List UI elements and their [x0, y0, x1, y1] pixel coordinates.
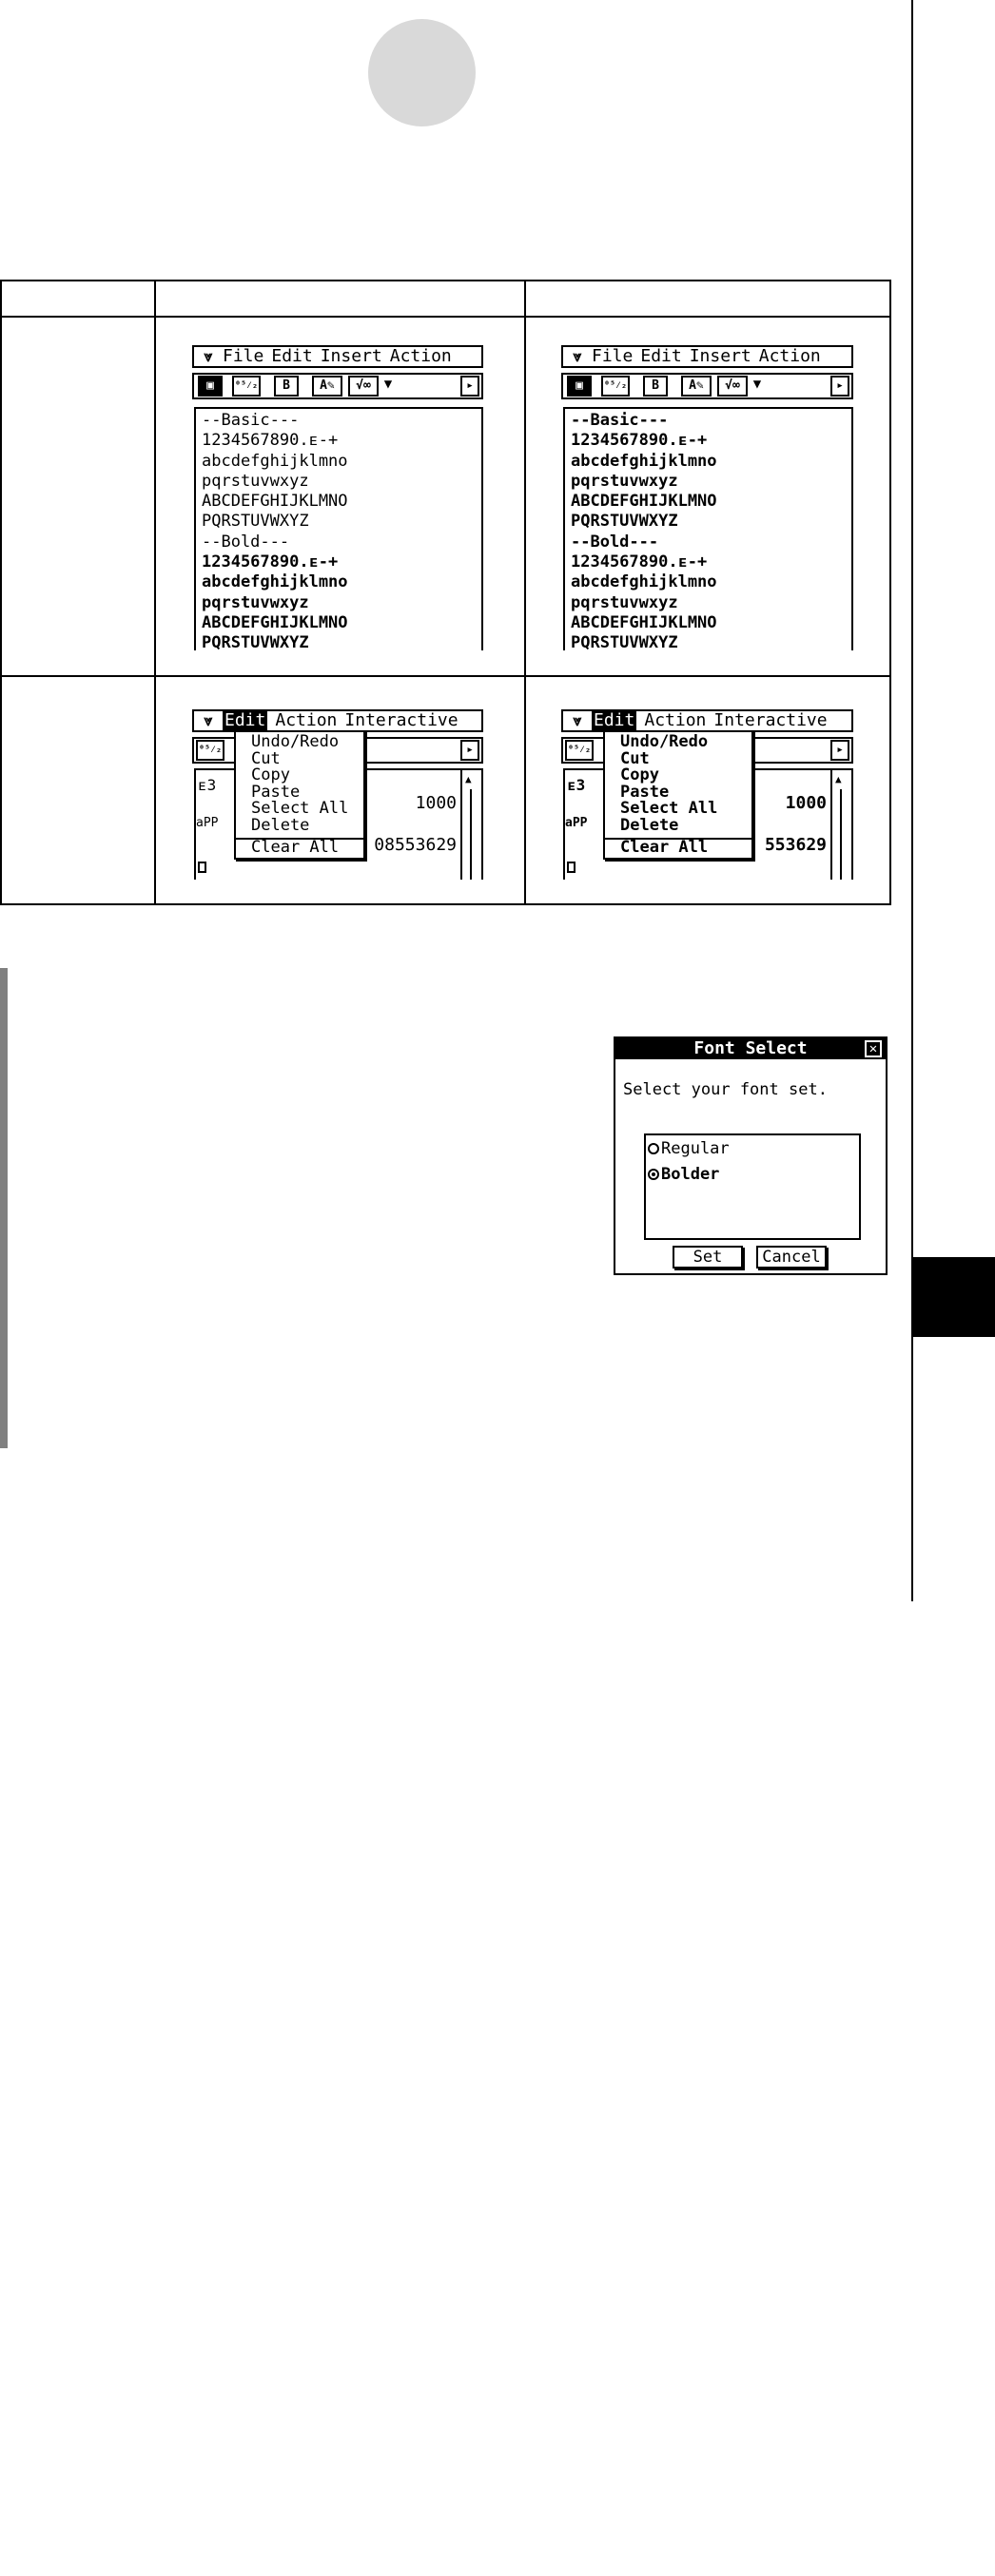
menu-edit[interactable]: Edit	[271, 346, 313, 366]
fraction-decimal-icon[interactable]: ⁰⁵⁄₂	[565, 740, 594, 761]
toolbar	[561, 373, 853, 399]
fraction-decimal-icon[interactable]: ⁰⁵⁄₂	[196, 740, 224, 761]
math-input-icon[interactable]: √∞	[348, 376, 379, 397]
chevron-down-icon[interactable]: ⩔	[204, 347, 213, 365]
text-line: ABCDEFGHIJKLMNO	[571, 492, 717, 512]
text-line: ABCDEFGHIJKLMNO	[202, 492, 348, 512]
dropdown-arrow-icon[interactable]: ▼	[380, 376, 396, 397]
menu-item-copy[interactable]: Copy	[251, 765, 290, 784]
radio-selected-icon[interactable]	[648, 1169, 659, 1180]
text-line: pqrstuvwxyz	[202, 471, 309, 491]
menu-item-undo-redo[interactable]: Undo/Redo	[251, 732, 340, 751]
text-line: pqrstuvwxyz	[571, 471, 678, 491]
text-line: abcdefghijklmno	[571, 572, 717, 592]
entry-text: aPP	[196, 816, 219, 830]
text-line: --Basic---	[571, 411, 669, 430]
input-cursor	[198, 862, 206, 873]
scrollbar[interactable]	[460, 770, 481, 880]
text-line: abcdefghijklmno	[571, 451, 717, 471]
text-line: abcdefghijklmno	[202, 572, 348, 592]
scroll-right-icon[interactable]: ▸	[460, 740, 479, 761]
menu-bar	[561, 709, 853, 732]
scrollbar[interactable]	[830, 770, 851, 880]
text-line: PQRSTUVWXYZ	[202, 633, 309, 650]
text-line: --Basic---	[202, 411, 300, 430]
result-value: 553629	[764, 835, 827, 855]
edit-dropdown-menu	[603, 730, 753, 860]
menu-action[interactable]: Action	[644, 710, 707, 730]
text-style-icon[interactable]: A✎	[681, 376, 712, 397]
math-input-icon[interactable]: √∞	[717, 376, 748, 397]
table-header-cell	[1, 281, 155, 317]
entry-text: aPP	[565, 816, 588, 830]
menu-interactive[interactable]: Interactive	[713, 710, 828, 730]
menu-item-cut[interactable]: Cut	[620, 748, 650, 768]
option-bolder[interactable]	[648, 1165, 719, 1184]
text-area-regular[interactable]	[194, 407, 483, 650]
result-value: 08553629	[374, 835, 457, 855]
menu-interactive[interactable]: Interactive	[344, 710, 458, 730]
chapter-marker-circle	[368, 19, 476, 126]
table-row-label-cell	[1, 317, 155, 676]
scroll-right-icon[interactable]: ▸	[830, 376, 849, 397]
menu-item-copy[interactable]: Copy	[620, 765, 659, 784]
bold-button[interactable]: B	[643, 376, 668, 397]
text-line: PQRSTUVWXYZ	[571, 633, 678, 650]
text-area-bolder[interactable]	[563, 407, 853, 650]
text-line: PQRSTUVWXYZ	[202, 512, 309, 532]
dropdown-arrow-icon[interactable]: ▼	[750, 376, 765, 397]
result-value: 1000	[415, 793, 457, 813]
text-line: abcdefghijklmno	[202, 451, 348, 471]
save-icon[interactable]: ▣	[198, 376, 223, 397]
result-value: 1000	[785, 793, 827, 813]
text-line: pqrstuvwxyz	[571, 592, 678, 612]
text-line: --Bold---	[571, 532, 659, 552]
menu-item-select-all[interactable]: Select All	[251, 799, 349, 818]
menu-edit-active[interactable]: Edit	[594, 710, 635, 730]
menu-item-paste[interactable]: Paste	[620, 782, 670, 802]
set-button[interactable]: Set	[673, 1246, 743, 1269]
section-side-bar	[0, 968, 8, 1448]
option-label: Bolder	[661, 1165, 720, 1184]
page-divider-line	[911, 0, 913, 1601]
menu-item-undo-redo[interactable]: Undo/Redo	[620, 732, 709, 751]
text-line: ABCDEFGHIJKLMNO	[571, 612, 717, 632]
menu-edit[interactable]: Edit	[640, 346, 682, 366]
scroll-right-icon[interactable]: ▸	[460, 376, 479, 397]
edit-dropdown-menu	[234, 730, 365, 860]
chevron-down-icon[interactable]: ⩔	[204, 711, 213, 729]
scroll-right-icon[interactable]: ▸	[830, 740, 849, 761]
table-row-label-cell	[1, 676, 155, 904]
menu-item-paste[interactable]: Paste	[251, 782, 301, 802]
menu-item-cut[interactable]: Cut	[251, 748, 281, 768]
menu-action[interactable]: Action	[389, 346, 452, 366]
menu-file[interactable]: File	[592, 346, 634, 366]
entry-text: ᴇ3	[567, 776, 586, 794]
option-regular[interactable]	[648, 1139, 730, 1158]
menu-insert[interactable]: Insert	[689, 346, 751, 366]
menu-bar	[192, 709, 483, 732]
text-line: 1234567890.ᴇ-+	[571, 431, 708, 451]
text-line: --Bold---	[202, 532, 290, 552]
menu-item-delete[interactable]: Delete	[620, 815, 679, 835]
scroll-up-icon[interactable]: ▲	[835, 773, 842, 785]
menu-bar	[192, 345, 483, 368]
text-line: pqrstuvwxyz	[202, 592, 309, 612]
chevron-down-icon[interactable]: ⩔	[573, 347, 582, 365]
text-line: 1234567890.ᴇ-+	[202, 552, 339, 572]
dialog-message: Select your font set.	[623, 1080, 828, 1099]
text-style-icon[interactable]: A✎	[312, 376, 342, 397]
save-icon[interactable]: ▣	[567, 376, 592, 397]
menu-action[interactable]: Action	[275, 710, 338, 730]
menu-file[interactable]: File	[223, 346, 264, 366]
text-line: PQRSTUVWXYZ	[571, 512, 678, 532]
cancel-button[interactable]: Cancel	[756, 1246, 827, 1269]
input-cursor	[567, 862, 576, 873]
entry-text: ᴇ3	[198, 776, 217, 794]
option-label: Regular	[661, 1139, 730, 1158]
toolbar	[192, 373, 483, 399]
menu-item-select-all[interactable]: Select All	[620, 799, 718, 818]
fraction-decimal-icon[interactable]: ⁰⁵⁄₂	[232, 376, 261, 397]
menu-edit-active[interactable]: Edit	[224, 710, 266, 730]
table-header-cell	[155, 281, 525, 317]
scroll-up-icon[interactable]: ▲	[465, 773, 472, 785]
menu-insert[interactable]: Insert	[320, 346, 382, 366]
menu-item-clear-all[interactable]: Clear All	[236, 838, 363, 857]
chevron-down-icon[interactable]: ⩔	[573, 711, 582, 729]
table-header-cell	[525, 281, 890, 317]
font-select-dialog	[614, 1036, 888, 1275]
close-icon[interactable]: ✕	[865, 1040, 882, 1057]
text-line: 1234567890.ᴇ-+	[571, 552, 708, 572]
text-line: ABCDEFGHIJKLMNO	[202, 612, 348, 632]
radio-unselected-icon[interactable]	[648, 1143, 659, 1154]
bold-button[interactable]: B	[274, 376, 299, 397]
chapter-tab	[913, 1257, 995, 1337]
fraction-decimal-icon[interactable]: ⁰⁵⁄₂	[601, 376, 630, 397]
menu-action[interactable]: Action	[758, 346, 821, 366]
dialog-title: Font Select	[615, 1038, 886, 1059]
menu-item-clear-all[interactable]: Clear All	[605, 838, 751, 857]
font-option-list	[644, 1133, 861, 1240]
text-line: 1234567890.ᴇ-+	[202, 431, 339, 451]
menu-item-delete[interactable]: Delete	[251, 815, 310, 835]
menu-bar	[561, 345, 853, 368]
